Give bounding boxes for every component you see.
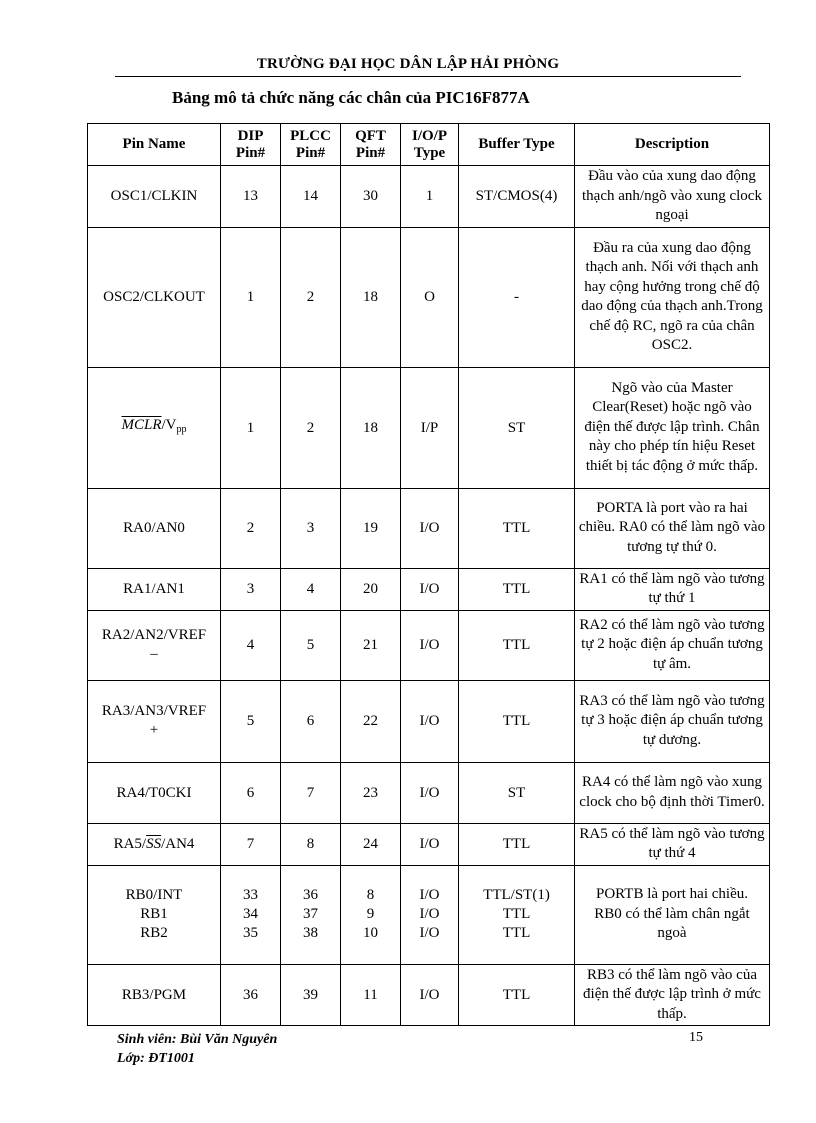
dip-pin: 5 bbox=[221, 680, 281, 762]
pin-name-overline: MCLR bbox=[121, 417, 162, 433]
pin-name-line: RB0/INT bbox=[125, 887, 183, 903]
dip-pin: 3 bbox=[221, 568, 281, 610]
buffer-type: TTL bbox=[459, 610, 575, 680]
buffer-type: ST bbox=[459, 762, 575, 823]
qft-pin: 23 bbox=[341, 762, 401, 823]
table-row bbox=[88, 680, 770, 762]
qft-pin: 20 bbox=[341, 568, 401, 610]
pin-name bbox=[88, 367, 221, 488]
plcc-pin bbox=[281, 865, 341, 964]
header-io-type: I/O/P Type bbox=[401, 124, 459, 166]
table-row bbox=[88, 964, 770, 1026]
dip-pin: 36 bbox=[221, 964, 281, 1026]
footer-rule bbox=[115, 1025, 741, 1026]
buffer-type bbox=[459, 865, 575, 964]
document-header: TRƯỜNG ĐẠI HỌC DÂN LẬP HẢI PHÒNG bbox=[256, 56, 560, 72]
plcc-pin: 6 bbox=[281, 680, 341, 762]
description: RA3 có thể làm ngõ vào tương tự 3 hoặc điện áp chuẩn tương tự dương. bbox=[575, 680, 770, 762]
dip-pin bbox=[221, 865, 281, 964]
qft-pin: 21 bbox=[341, 610, 401, 680]
dip-pin: 1 bbox=[221, 227, 281, 367]
dip-pin: 4 bbox=[221, 610, 281, 680]
table-row bbox=[88, 762, 770, 823]
description: RA1 có thể làm ngõ vào tương tự thứ 1 bbox=[575, 568, 770, 610]
plcc-pin-line: 36 bbox=[303, 887, 318, 903]
header-pin-name: Pin Name bbox=[88, 124, 221, 166]
pin-name: OSC1/CLKIN bbox=[88, 166, 221, 228]
plcc-pin: 7 bbox=[281, 762, 341, 823]
plcc-pin: 8 bbox=[281, 823, 341, 865]
description-paragraph: PORTB là port hai chiều. bbox=[596, 886, 748, 903]
dip-pin: 1 bbox=[221, 367, 281, 488]
dip-pin-line: 33 bbox=[243, 887, 258, 903]
buffer-type-line: TTL/ST(1) bbox=[483, 887, 550, 903]
qft-pin: 22 bbox=[341, 680, 401, 762]
io-type: I/O bbox=[401, 680, 459, 762]
qft-pin: 30 bbox=[341, 166, 401, 228]
pin-name bbox=[88, 865, 221, 964]
io-type: 1 bbox=[401, 166, 459, 228]
student-class: Lớp: ĐT1001 bbox=[117, 1051, 195, 1066]
plcc-pin-line: 37 bbox=[303, 906, 318, 922]
io-type bbox=[401, 865, 459, 964]
pin-name-overline: $\overline{SS}$ bbox=[146, 836, 162, 852]
io-type: I/O bbox=[401, 568, 459, 610]
table-row bbox=[88, 488, 770, 568]
io-type: I/P bbox=[401, 367, 459, 488]
io-type: O bbox=[401, 227, 459, 367]
qft-pin: 18 bbox=[341, 367, 401, 488]
header-buffer-type: Buffer Type bbox=[459, 124, 575, 166]
pin-name-line: RA3/AN3/VREF bbox=[101, 703, 207, 719]
header-dip: DIP Pin# bbox=[221, 124, 281, 166]
description: RB3 có thể làm ngõ vào của điện thế được lập trình ở mức thấp. bbox=[575, 964, 770, 1026]
buffer-type: TTL bbox=[459, 680, 575, 762]
page-number: 15 bbox=[689, 1030, 703, 1045]
plcc-pin: 4 bbox=[281, 568, 341, 610]
buffer-type: TTL bbox=[459, 823, 575, 865]
table-row bbox=[88, 227, 770, 367]
pin-name-prefix: RA5/ bbox=[113, 836, 147, 852]
header-description: Description bbox=[575, 124, 770, 166]
dip-pin: 7 bbox=[221, 823, 281, 865]
description: RA2 có thể làm ngõ vào tương tự 2 hoặc điện áp chuẩn tương tự âm. bbox=[575, 610, 770, 680]
pin-name-line: + bbox=[149, 722, 159, 738]
pin-name: RB3/PGM bbox=[88, 964, 221, 1026]
description bbox=[575, 865, 770, 964]
io-type: I/O bbox=[401, 964, 459, 1026]
description: Ngõ vào của Master Clear(Reset) hoặc ngõ vào điện thế được lập trình. Chân này cho phép tín hiệu Reset thiết bị tác động ở mức thấp. bbox=[575, 367, 770, 488]
buffer-type: TTL bbox=[459, 964, 575, 1026]
plcc-pin: 39 bbox=[281, 964, 341, 1026]
dip-pin: 6 bbox=[221, 762, 281, 823]
header-qft: QFT Pin# bbox=[341, 124, 401, 166]
buffer-type: - bbox=[459, 227, 575, 367]
plcc-pin: 14 bbox=[281, 166, 341, 228]
buffer-type-line: TTL bbox=[502, 906, 531, 922]
plcc-pin: 5 bbox=[281, 610, 341, 680]
pin-name-subscript: pp bbox=[176, 424, 187, 435]
table-row bbox=[88, 610, 770, 680]
table-row bbox=[88, 367, 770, 488]
buffer-type: ST/CMOS(4) bbox=[459, 166, 575, 228]
qft-pin-line: 9 bbox=[366, 906, 375, 922]
buffer-type-line: TTL bbox=[502, 925, 531, 941]
plcc-pin: 3 bbox=[281, 488, 341, 568]
pin-name: RA1/AN1 bbox=[88, 568, 221, 610]
description: Đầu ra của xung dao động thạch anh. Nối với thạch anh hay cộng hưởng trong chế độ dao động của thạch anh.Trong chế độ RC, ngõ ra của chân OSC2. bbox=[575, 227, 770, 367]
pin-name-line: RB2 bbox=[140, 925, 168, 941]
table-header-row bbox=[88, 124, 770, 166]
table-row bbox=[88, 865, 770, 964]
pin-name-line: RB1 bbox=[140, 906, 168, 922]
io-type: I/O bbox=[401, 823, 459, 865]
dip-pin: 2 bbox=[221, 488, 281, 568]
plcc-pin: 2 bbox=[281, 227, 341, 367]
qft-pin: 19 bbox=[341, 488, 401, 568]
buffer-type: ST bbox=[459, 367, 575, 488]
table-row bbox=[88, 166, 770, 228]
pin-name-line: RA2/AN2/VREF bbox=[101, 627, 207, 643]
table-row bbox=[88, 823, 770, 865]
dip-pin-line: 35 bbox=[243, 925, 258, 941]
qft-pin bbox=[341, 865, 401, 964]
buffer-type: TTL bbox=[459, 568, 575, 610]
io-type-line: I/O bbox=[419, 925, 440, 941]
description: RA5 có thể làm ngõ vào tương tự thứ 4 bbox=[575, 823, 770, 865]
header-plcc: PLCC Pin# bbox=[281, 124, 341, 166]
dip-pin-line: 34 bbox=[243, 906, 258, 922]
pin-name: RA0/AN0 bbox=[88, 488, 221, 568]
pin-name: OSC2/CLKOUT bbox=[88, 227, 221, 367]
pin-name: RA4/T0CKI bbox=[88, 762, 221, 823]
io-type: I/O bbox=[401, 488, 459, 568]
io-type: I/O bbox=[401, 762, 459, 823]
qft-pin-line: 10 bbox=[363, 925, 378, 941]
io-type: I/O bbox=[401, 610, 459, 680]
plcc-pin-line: 38 bbox=[303, 925, 318, 941]
footer-student-info bbox=[117, 1030, 277, 1068]
description: PORTA là port vào ra hai chiều. RA0 có thể làm ngõ vào tương tự thứ 0. bbox=[575, 488, 770, 568]
pin-name bbox=[88, 823, 221, 865]
plcc-pin: 2 bbox=[281, 367, 341, 488]
description: Đầu vào của xung dao động thạch anh/ngõ vào xung clock ngoại bbox=[575, 166, 770, 228]
header-rule bbox=[115, 76, 741, 77]
table-caption: Bảng mô tả chức năng các chân của PIC16F877A bbox=[172, 88, 530, 107]
pin-name-suffix: /AN4 bbox=[161, 836, 195, 852]
description-paragraph: RB0 có thể làm chân ngắt ngoà bbox=[594, 905, 750, 942]
pin-name bbox=[88, 680, 221, 762]
io-type-line: I/O bbox=[419, 887, 440, 903]
io-type-line: I/O bbox=[419, 906, 440, 922]
pin-description-table bbox=[87, 123, 770, 1026]
qft-pin: 18 bbox=[341, 227, 401, 367]
pin-name bbox=[88, 610, 221, 680]
qft-pin: 11 bbox=[341, 964, 401, 1026]
pin-name-suffix: /V bbox=[161, 417, 177, 433]
description: RA4 có thể làm ngõ vào xung clock cho bộ định thời Timer0. bbox=[575, 762, 770, 823]
table-row bbox=[88, 568, 770, 610]
dip-pin: 13 bbox=[221, 166, 281, 228]
student-name: Sinh viên: Bùi Văn Nguyên bbox=[117, 1032, 278, 1047]
qft-pin-line: 8 bbox=[366, 887, 375, 903]
buffer-type: TTL bbox=[459, 488, 575, 568]
pin-name-line: – bbox=[150, 646, 158, 662]
qft-pin: 24 bbox=[341, 823, 401, 865]
